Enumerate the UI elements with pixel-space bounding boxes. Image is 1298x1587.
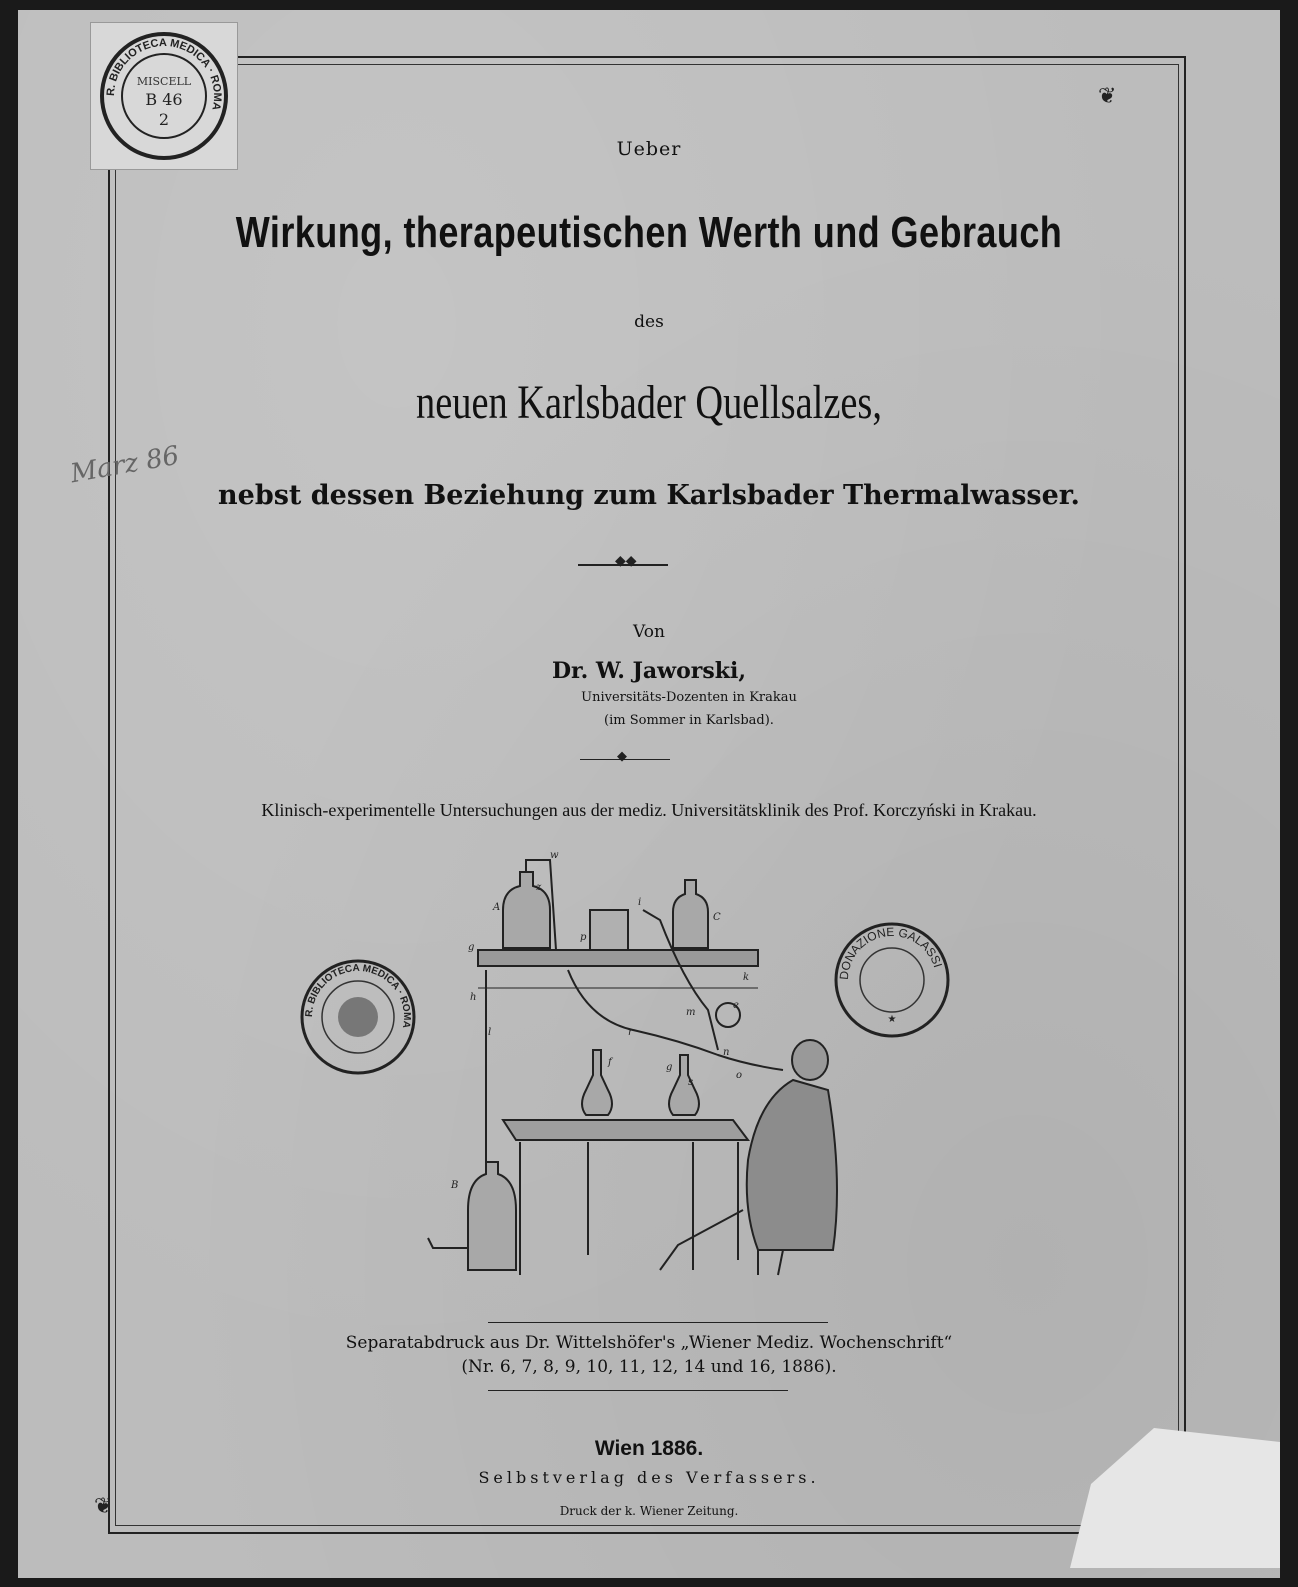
stamp-line-3: 2 xyxy=(158,110,170,129)
reprint-line-1: Separatabdruck aus Dr. Wittelshöfer's „Wiener Mediz. Wochenschrift“ xyxy=(345,1333,953,1353)
label-f: f xyxy=(608,1057,612,1068)
reprint-rule-bottom xyxy=(488,1390,788,1391)
author-summer: (im Sommer in Karlsbad). xyxy=(604,713,774,728)
label-g2: g xyxy=(666,1062,673,1073)
inner-border xyxy=(115,64,1179,1526)
main-title: Wirkung, therapeutischen Werth und Gebrauch xyxy=(235,208,1063,257)
label-c: C xyxy=(713,912,721,923)
label-b: B xyxy=(451,1180,459,1191)
svg-text:★: ★ xyxy=(887,1014,897,1025)
label-s: s xyxy=(688,1077,694,1088)
corner-ornament-bottom-left: ❦ xyxy=(94,1494,113,1519)
label-i: i xyxy=(638,897,642,908)
author-von: Von xyxy=(633,622,665,642)
label-g: g xyxy=(468,942,475,953)
label-w: w xyxy=(550,850,559,861)
imprint-place-year: Wien 1886. xyxy=(594,1437,704,1460)
label-k: k xyxy=(743,972,750,983)
author-position: Universitäts-Dozenten in Krakau xyxy=(581,690,797,705)
reprint-rule-top xyxy=(488,1322,828,1323)
study-note: Klinisch-experimentelle Untersuchungen aus der mediz. Universitätsklinik des Prof. Korczyński in Krakau. xyxy=(261,800,1037,820)
library-stamp-ring-text: R. BIBLIOTECA MEDICA · ROMA xyxy=(104,36,224,112)
handwritten-note: Marz 86 xyxy=(68,440,182,490)
label-n: n xyxy=(723,1047,730,1058)
stamp-line-1: MISCELL xyxy=(136,75,192,88)
separator-ornament-2: ◆ xyxy=(617,749,627,764)
imprint-printer: Druck der k. Wiener Zeitung. xyxy=(559,1504,739,1518)
reprint-line-2: (Nr. 6, 7, 8, 9, 10, 11, 12, 14 und 16, 1886). xyxy=(461,1357,837,1377)
title-page xyxy=(18,10,1280,1578)
subject-title: neuen Karlsbader Quellsalzes, xyxy=(416,376,882,429)
svg-text:DONAZIONE GALASSI xyxy=(837,925,945,980)
library-stamp-round xyxy=(296,955,420,1079)
author-name: Dr. W. Jaworski, xyxy=(551,658,747,684)
imprint-publisher: Selbstverlag des Verfassers. xyxy=(478,1468,820,1487)
separator-ornament: ◆◆ xyxy=(615,553,637,569)
subtitle: nebst dessen Beziehung zum Karlsbader Thermalwasser. xyxy=(218,480,1080,511)
donation-stamp xyxy=(830,918,954,1042)
donation-stamp-text: DONAZIONE GALASSI xyxy=(836,924,945,981)
title-des: des xyxy=(634,312,664,332)
label-m: m xyxy=(686,1007,696,1018)
label-l: l xyxy=(488,1027,492,1038)
label-a: A xyxy=(493,902,501,913)
label-h: h xyxy=(470,992,477,1003)
label-p: p xyxy=(580,932,587,943)
corner-ornament-top-right: ❦ xyxy=(1098,84,1117,109)
title-ueber: Ueber xyxy=(616,138,682,160)
label-z: z xyxy=(536,882,542,893)
label-r: r xyxy=(628,1027,633,1038)
label-o: o xyxy=(736,1070,743,1081)
stamp-line-2: B 46 xyxy=(145,90,183,109)
label-e: e xyxy=(733,1000,739,1011)
library-stamp-round-text: R. BIBLIOTECA MEDICA · ROMA xyxy=(303,962,413,1029)
